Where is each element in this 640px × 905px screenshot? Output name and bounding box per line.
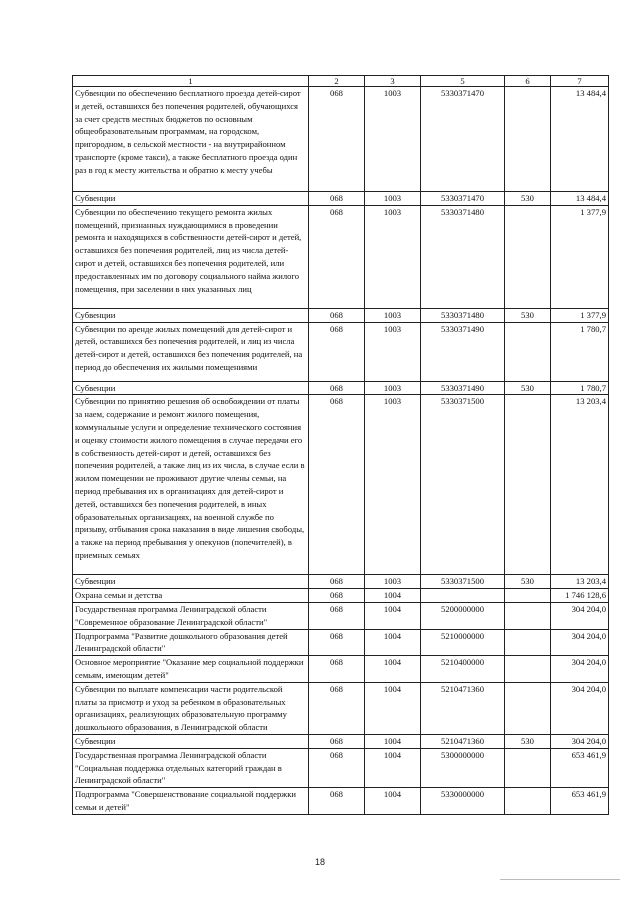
scan-artifact-line <box>500 879 620 880</box>
row-description: Субвенции <box>73 381 309 395</box>
cell-code-6: 530 <box>505 192 551 206</box>
cell-code-5: 5330371480 <box>421 205 505 308</box>
cell-code-2: 068 <box>309 629 365 656</box>
row-description: Подпрограмма "Развитие дошкольного образования детей Ленинградской области" <box>73 629 309 656</box>
cell-code-2: 068 <box>309 381 365 395</box>
column-header: 6 <box>505 76 551 87</box>
table-row <box>73 205 609 308</box>
cell-amount: 304 204,0 <box>551 656 609 683</box>
cell-code-3: 1004 <box>365 682 421 734</box>
column-header: 2 <box>309 76 365 87</box>
cell-code-2: 068 <box>309 322 365 381</box>
cell-code-6: 530 <box>505 308 551 322</box>
table-row <box>73 788 609 815</box>
cell-code-3: 1004 <box>365 788 421 815</box>
cell-code-3: 1003 <box>365 87 421 192</box>
cell-code-2: 068 <box>309 589 365 603</box>
cell-code-3: 1003 <box>365 395 421 575</box>
cell-amount: 1 780,7 <box>551 322 609 381</box>
row-description: Субвенции по принятию решения об освобождении от платы за наем, содержание и ремонт жилого помещения, коммунальные услуги и определение технического состояния и оценку стоимости жилого помещения в случае передачи его в собственность детей-сирот и детей, оставшихся без попечения родителей, а также лиц из их числа, в случае если в жилом помещении не проживают другие члены семьи, на период пребывания их в организациях для детей-сирот и детей, оставшихся без попечения родителей, в иных образовательных организациях, на военной службе по призыву, отбывания срока наказания в виде лишения свободы, а также на период пребывания у опекунов (попечителей), в приемных семьях <box>73 395 309 575</box>
cell-code-5: 5330371500 <box>421 395 505 575</box>
cell-amount: 1 377,9 <box>551 308 609 322</box>
cell-code-3: 1004 <box>365 734 421 748</box>
cell-code-2: 068 <box>309 682 365 734</box>
column-header: 7 <box>551 76 609 87</box>
table-row <box>73 589 609 603</box>
cell-code-3: 1004 <box>365 589 421 603</box>
cell-code-6 <box>505 629 551 656</box>
cell-amount: 304 204,0 <box>551 682 609 734</box>
cell-code-6 <box>505 748 551 787</box>
cell-code-5 <box>421 589 505 603</box>
cell-amount: 653 461,9 <box>551 748 609 787</box>
cell-code-3: 1003 <box>365 192 421 206</box>
row-description: Основное мероприятие "Оказание мер социальной поддержки семьям, имеющим детей" <box>73 656 309 683</box>
row-description: Государственная программа Ленинградской области "Современное образование Ленинградской области" <box>73 602 309 629</box>
table-row <box>73 322 609 381</box>
cell-code-5: 5330371490 <box>421 322 505 381</box>
cell-code-5: 5330000000 <box>421 788 505 815</box>
cell-amount: 13 203,4 <box>551 575 609 589</box>
cell-code-5: 5330371470 <box>421 87 505 192</box>
cell-code-5: 5300000000 <box>421 748 505 787</box>
row-description: Субвенции по обеспечению текущего ремонта жилых помещений, признанных нуждающимися в проведении ремонта и находящихся в собственности детей-сирот и детей, оставшихся без попечения родителей, лиц из числа детей-сирот и детей, оставшихся без попечения родителей, или предоставленных им по договору социального найма жилого помещения, при заселении в них указанных лиц <box>73 205 309 308</box>
cell-code-5: 5330371490 <box>421 381 505 395</box>
cell-code-3: 1004 <box>365 656 421 683</box>
cell-code-6 <box>505 322 551 381</box>
cell-amount: 304 204,0 <box>551 734 609 748</box>
table-row <box>73 381 609 395</box>
cell-code-6 <box>505 682 551 734</box>
cell-amount: 1 377,9 <box>551 205 609 308</box>
cell-code-5: 5210471360 <box>421 682 505 734</box>
cell-code-5: 5210400000 <box>421 656 505 683</box>
cell-code-2: 068 <box>309 656 365 683</box>
row-description: Субвенции по аренде жилых помещений для детей-сирот и детей, оставшихся без попечения родителей, и лиц из числа детей-сирот и детей, оставшихся без попечения родителей, на период до обеспечения их жилыми помещениями <box>73 322 309 381</box>
table-row <box>73 575 609 589</box>
cell-code-2: 068 <box>309 748 365 787</box>
cell-amount: 1 746 128,6 <box>551 589 609 603</box>
table-row <box>73 682 609 734</box>
cell-code-2: 068 <box>309 734 365 748</box>
cell-code-6: 530 <box>505 734 551 748</box>
cell-code-6 <box>505 656 551 683</box>
cell-code-2: 068 <box>309 308 365 322</box>
table-row <box>73 87 609 192</box>
cell-code-6 <box>505 602 551 629</box>
cell-code-2: 068 <box>309 192 365 206</box>
cell-code-3: 1003 <box>365 322 421 381</box>
cell-code-2: 068 <box>309 395 365 575</box>
cell-code-5: 5330371470 <box>421 192 505 206</box>
cell-code-3: 1004 <box>365 602 421 629</box>
cell-code-5: 5200000000 <box>421 602 505 629</box>
cell-amount: 13 484,4 <box>551 87 609 192</box>
table-row <box>73 308 609 322</box>
table-row <box>73 748 609 787</box>
cell-code-2: 068 <box>309 788 365 815</box>
cell-code-5: 5330371500 <box>421 575 505 589</box>
cell-amount: 304 204,0 <box>551 629 609 656</box>
table-row <box>73 395 609 575</box>
table-row <box>73 602 609 629</box>
row-description: Охрана семьи и детства <box>73 589 309 603</box>
cell-code-3: 1003 <box>365 205 421 308</box>
cell-amount: 13 484,4 <box>551 192 609 206</box>
table-row <box>73 734 609 748</box>
cell-code-5: 5210000000 <box>421 629 505 656</box>
table-row <box>73 629 609 656</box>
cell-code-6: 530 <box>505 575 551 589</box>
cell-code-5: 5210471360 <box>421 734 505 748</box>
cell-code-6 <box>505 205 551 308</box>
cell-code-3: 1004 <box>365 748 421 787</box>
cell-code-2: 068 <box>309 205 365 308</box>
cell-code-3: 1003 <box>365 575 421 589</box>
cell-code-5: 5330371480 <box>421 308 505 322</box>
cell-code-3: 1003 <box>365 308 421 322</box>
row-description: Субвенции по выплате компенсации части родительской платы за присмотр и уход за ребенком в образовательных организациях, реализующих образовательную программу дошкольного образования, в Ленинградской области <box>73 682 309 734</box>
table-row <box>73 192 609 206</box>
cell-code-6 <box>505 589 551 603</box>
row-description: Субвенции <box>73 575 309 589</box>
budget-table <box>72 75 609 815</box>
row-description: Подпрограмма "Совершенствование социальной поддержки семьи и детей" <box>73 788 309 815</box>
page-number: 18 <box>314 857 325 867</box>
row-description: Государственная программа Ленинградской области "Социальная поддержка отдельных категорий граждан в Ленинградской области" <box>73 748 309 787</box>
column-header: 5 <box>421 76 505 87</box>
cell-code-6 <box>505 87 551 192</box>
cell-code-3: 1004 <box>365 629 421 656</box>
row-description: Субвенции <box>73 192 309 206</box>
cell-code-2: 068 <box>309 87 365 192</box>
cell-code-6 <box>505 395 551 575</box>
cell-amount: 1 780,7 <box>551 381 609 395</box>
row-description: Субвенции по обеспечению бесплатного проезда детей-сирот и детей, оставшихся без попечения родителей, обучающихся за счет средств местных бюджетов по основным общеобразовательным программам, на городском, пригородном, в сельской местности - на внутрирайонном транспорте (кроме такси), а также бесплатного проезда один раз в год к месту жительства и обратно к месту учебы <box>73 87 309 192</box>
header-row <box>73 76 609 87</box>
cell-amount: 653 461,9 <box>551 788 609 815</box>
row-description: Субвенции <box>73 308 309 322</box>
cell-code-2: 068 <box>309 602 365 629</box>
cell-code-6 <box>505 788 551 815</box>
table-body <box>73 87 609 815</box>
table-row <box>73 656 609 683</box>
column-header: 3 <box>365 76 421 87</box>
row-description: Субвенции <box>73 734 309 748</box>
cell-code-6: 530 <box>505 381 551 395</box>
column-header: 1 <box>73 76 309 87</box>
cell-amount: 13 203,4 <box>551 395 609 575</box>
cell-code-3: 1003 <box>365 381 421 395</box>
cell-code-2: 068 <box>309 575 365 589</box>
cell-amount: 304 204,0 <box>551 602 609 629</box>
